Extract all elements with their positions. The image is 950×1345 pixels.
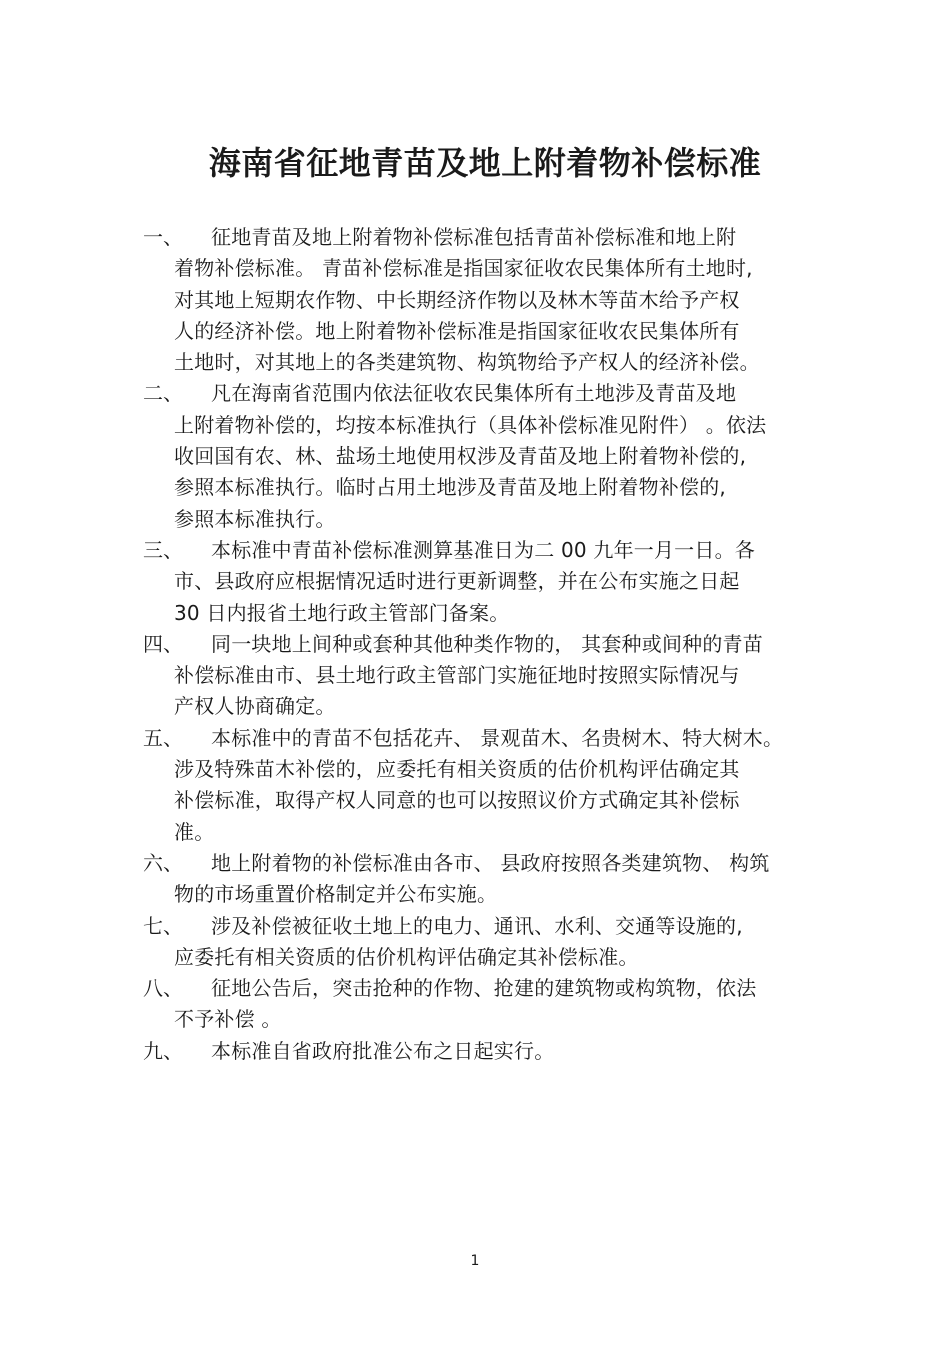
clause-text-line: 30 日内报省土地行政主管部门备案。 (174, 600, 510, 625)
clause-number: 四、 (143, 631, 183, 656)
clause-text-line: 补偿标准，取得产权人同意的也可以按照议价方式确定其补偿标 (174, 788, 740, 813)
clause-text-line: 地上附着物的补偿标准由各市、 县政府按照各类建筑物、 构筑 (211, 850, 770, 875)
clause-item (143, 629, 823, 723)
clause-text-line: 对其地上短期农作物、中长期经济作物以及林木等苗木给予产权 (174, 287, 740, 312)
clause-text-line: 参照本标准执行。临时占用土地涉及青苗及地上附着物补偿的, (174, 475, 726, 500)
clause-number: 九、 (143, 1038, 183, 1063)
clause-number: 一、 (143, 225, 183, 249)
clause-text-line: 涉及补偿被征收土地上的电力、通讯、水利、交通等设施的, (211, 913, 743, 938)
clause-text-line: 本标准中青苗补偿标准测算基准日为二 00 九年一月一日。各 (211, 537, 755, 562)
clause-text-line: 产权人协商确定。 (174, 694, 336, 719)
clause-list (143, 222, 823, 1067)
clause-item (143, 535, 823, 629)
clause-item (143, 911, 823, 974)
page-number: 1 (470, 1253, 480, 1269)
clause-item (143, 723, 823, 848)
clause-number: 三、 (143, 537, 183, 562)
clause-number: 七、 (143, 913, 183, 938)
clause-text-line: 物的市场重置价格制定并公布实施。 (174, 882, 498, 907)
page-title: 海南省征地青苗及地上附着物补偿标准 (208, 144, 762, 183)
clause-text-line: 市、县政府应根据情况适时进行更新调整，并在公布实施之日起 (174, 569, 740, 594)
clause-text-line: 人的经济补偿。地上附着物补偿标准是指国家征收农民集体所有 (174, 318, 740, 343)
clause-item (143, 222, 823, 378)
clause-text-line: 征地公告后，突击抢种的作物、抢建的建筑物或构筑物，依法 (211, 976, 757, 1001)
clause-text-line: 参照本标准执行。 (174, 506, 336, 531)
clause-text-line: 收回国有农、林、盐场土地使用权涉及青苗及地上附着物补偿的, (174, 444, 747, 469)
clause-number: 二、 (143, 381, 183, 406)
clause-item (143, 973, 823, 1036)
clause-number: 八、 (143, 976, 183, 1001)
clause-text-line: 土地时，对其地上的各类建筑物、构筑物给予产权人的经济补偿。 (174, 350, 760, 375)
clause-item (143, 848, 823, 911)
clause-text-line: 凡在海南省范围内依法征收农民集体所有土地涉及青苗及地 (211, 381, 737, 406)
clause-text-line: 本标准中的青苗不包括花卉、 景观苗木、名贵树木、特大树木。 (211, 725, 784, 750)
clause-text-line: 同一块地上间种或套种其他种类作物的， 其套种或间种的青苗 (211, 631, 763, 656)
clause-text-line: 征地青苗及地上附着物补偿标准包括青苗补偿标准和地上附 (211, 225, 737, 249)
clause-text-line: 准。 (174, 819, 215, 844)
clause-text-line: 上附着物补偿的，均按本标准执行（具体补偿标准见附件） 。依法 (174, 412, 767, 437)
clause-item (143, 378, 823, 534)
clause-text-line: 应委托有相关资质的估价机构评估确定其补偿标准。 (174, 944, 639, 969)
clause-item (143, 1036, 823, 1067)
clause-text-line: 涉及特殊苗木补偿的，应委托有相关资质的估价机构评估确定其 (174, 757, 740, 782)
clause-text-line: 本标准自省政府批准公布之日起实行。 (211, 1038, 555, 1063)
clause-number: 六、 (143, 850, 183, 875)
clause-text-line: 不予补偿 。 (174, 1007, 282, 1032)
clause-text-line: 补偿标准由市、县土地行政主管部门实施征地时按照实际情况与 (174, 663, 740, 688)
clause-text-line: 着物补偿标准。 青苗补偿标准是指国家征收农民集体所有土地时, (174, 256, 753, 281)
clause-number: 五、 (143, 725, 183, 750)
